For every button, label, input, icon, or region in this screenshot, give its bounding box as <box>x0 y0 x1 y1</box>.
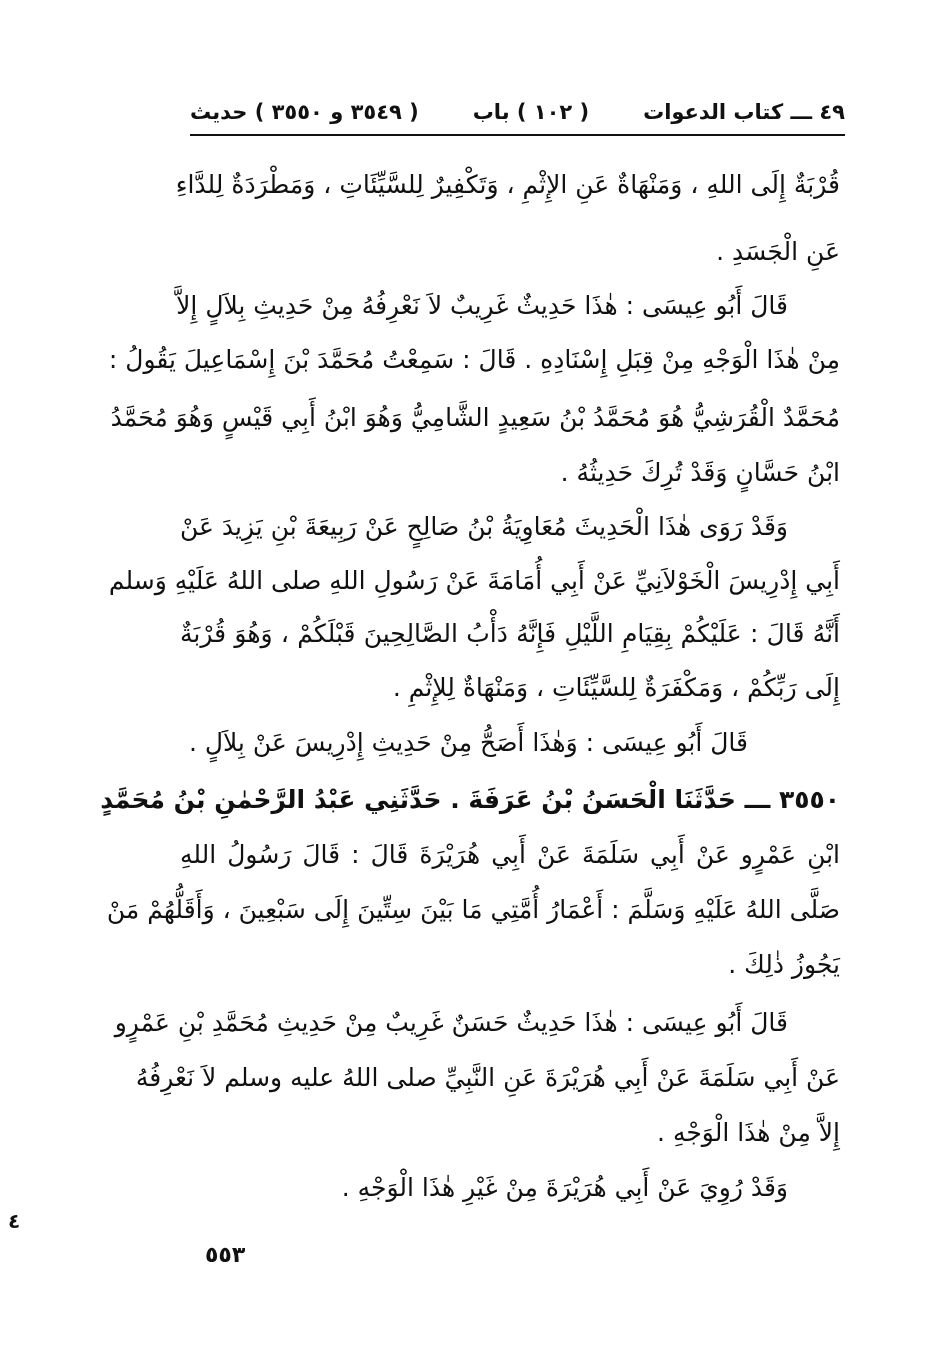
text-line: وَقَدْ رَوَى هٰذَا الْحَدِيثَ مُعَاوِيَةُ بْنُ صَالِحٍ عَنْ رَبِيعَةَ بْنِ يَزِيدَ عَنْ <box>180 512 788 541</box>
text-line: إِلَى رَبِّكُمْ ، وَمَكْفَرَةٌ لِلسَّيِّئَاتِ ، وَمَنْهَاةٌ لِلإِثْمِ . <box>392 673 840 702</box>
margin-mark: ٤ <box>8 1209 21 1233</box>
hadith-3550-line: ٣٥٥٠ ـــ حَدَّثَنَا الْحَسَنُ بْنُ عَرَفَةَ . حَدَّثَنِي عَبْدُ الرَّحْمٰنِ بْنُ مُحَمَّدٍ <box>100 785 840 814</box>
header-hadith-range: ( ٣٥٤٩ و ٣٥٥٠ ) حديث <box>190 100 419 124</box>
text-line: ابْنِ عَمْرٍو عَنْ أَبِي سَلَمَةَ عَنْ أَبِي هُرَيْرَةَ قَالَ : قَالَ رَسُولُ اللهِ <box>180 840 840 869</box>
text-line: إِلاَّ مِنْ هٰذَا الْوَجْهِ . <box>657 1118 840 1147</box>
text-line: قَالَ أَبُو عِيسَى : هٰذَا حَدِيثٌ غَرِيبٌ لاَ نَعْرِفُهُ مِنْ حَدِيثِ بِلاَلٍ إِلاَّ <box>176 291 788 320</box>
running-header <box>190 92 845 132</box>
text-line: قُرْبَةٌ إِلَى اللهِ ، وَمَنْهَاةٌ عَنِ الإِثْمِ ، وَتَكْفِيرٌ لِلسَّيِّئَاتِ ، وَمَطْرَدَةٌ لِلدَّاءِ <box>175 170 840 199</box>
page-number: ٥٥٣ <box>205 1243 246 1268</box>
text-line: أَبِي إِدْرِيسَ الْخَوْلاَنِيِّ عَنْ أَبِي أُمَامَةَ عَنْ رَسُولِ اللهِ صلى اللهُ عَلَيْهِ وَسلم <box>108 566 840 595</box>
header-book-title: ٤٩ ـــ كتاب الدعوات <box>643 100 845 124</box>
header-chapter: ( ١٠٢ ) باب <box>472 100 590 124</box>
header-rule <box>190 134 845 136</box>
text-line: قَالَ أَبُو عِيسَى : هٰذَا حَدِيثٌ حَسَنٌ غَرِيبٌ مِنْ حَدِيثِ مُحَمَّدِ بْنِ عَمْرٍو <box>114 1008 788 1037</box>
text-line: يَجُوزُ ذٰلِكَ . <box>728 950 840 979</box>
text-line: صَلَّى اللهُ عَلَيْهِ وَسَلَّمَ : أَعْمَارُ أُمَّتِي مَا بَيْنَ سِتِّينَ إِلَى سَبْعِينَ ، وَأَقَلُّهُمْ مَنْ <box>106 895 840 924</box>
text-line: قَالَ أَبُو عِيسَى : وَهٰذَا أَصَحُّ مِنْ حَدِيثِ إِدْرِيسَ عَنْ بِلاَلٍ . <box>188 728 748 757</box>
text-line: أَنَّهُ قَالَ : عَلَيْكُمْ بِقِيَامِ اللَّيْلِ فَإِنَّهُ دَأْبُ الصَّالِحِينَ قَبْلَكُمْ ، وَهُوَ قُرْبَةٌ <box>180 619 840 648</box>
text-line: عَنِ الْجَسَدِ . <box>716 237 840 266</box>
text-line: مُحَمَّدٌ الْقُرَشِيُّ هُوَ مُحَمَّدُ بْنُ سَعِيدٍ الشَّامِيُّ وَهُوَ ابْنُ أَبِي قَيْسٍ وَهُوَ مُحَمَّدُ <box>110 403 840 432</box>
text-line: ابْنُ حَسَّانٍ وَقَدْ تُرِكَ حَدِيثُهُ . <box>560 458 840 487</box>
text-line: مِنْ هٰذَا الْوَجْهِ مِنْ قِبَلِ إِسْنَادِهِ . قَالَ : سَمِعْتُ مُحَمَّدَ بْنَ إِسْمَاعِيلَ يَقُولُ : <box>108 345 840 374</box>
text-line: عَنْ أَبِي سَلَمَةَ عَنْ أَبِي هُرَيْرَةَ عَنِ النَّبِيِّ صلى اللهُ عليه وسلم لاَ نَعْرِفُهُ <box>135 1063 840 1092</box>
text-line: وَقَدْ رُوِيَ عَنْ أَبِي هُرَيْرَةَ مِنْ غَيْرِ هٰذَا الْوَجْهِ . <box>341 1173 788 1202</box>
